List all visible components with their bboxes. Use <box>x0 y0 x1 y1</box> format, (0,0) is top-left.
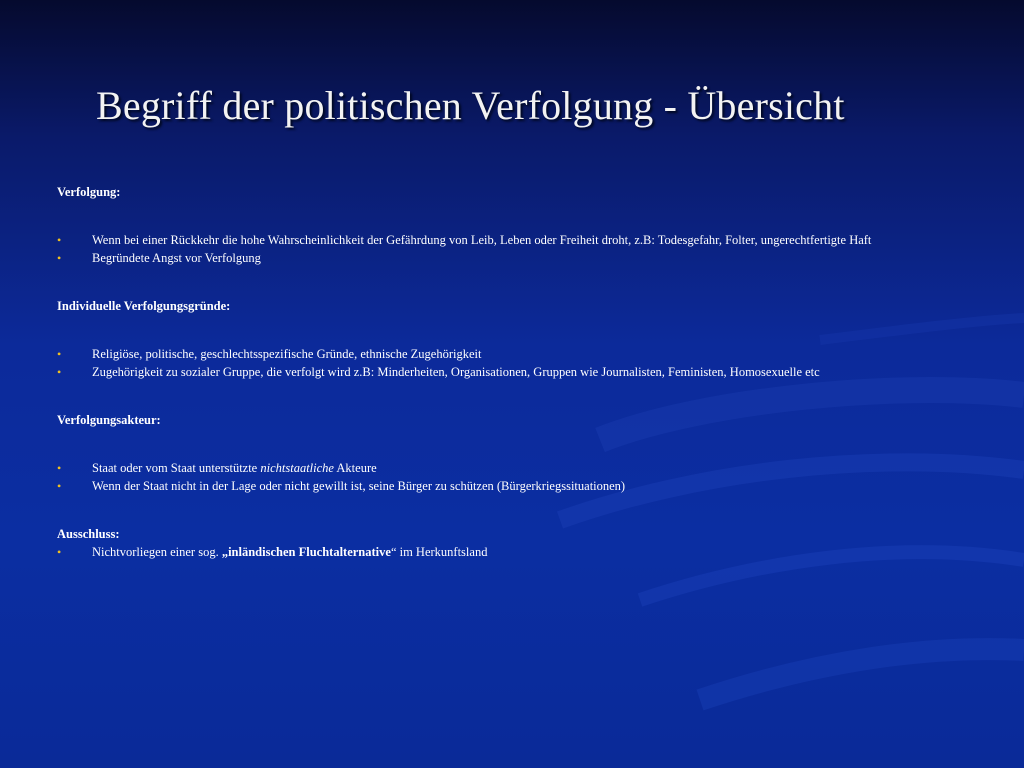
list-item <box>57 477 987 495</box>
bullet-icon: • <box>57 365 62 379</box>
list-item <box>57 249 987 267</box>
list-item-text-part: Akteure <box>333 461 377 475</box>
bullet-icon: • <box>57 461 62 475</box>
list-item-text: Begründete Angst vor Verfolgung <box>92 251 261 265</box>
list-item-text: Zugehörigkeit zu sozialer Gruppe, die verfolgt wird z.B: Minderheiten, Organisationen, Gruppen wie Journalisten, Feministen, Homosexuelle etc <box>92 365 820 379</box>
bullet-list <box>57 459 987 495</box>
bullet-icon: • <box>57 545 62 559</box>
list-item-text-part: Nichtvorliegen einer sog. <box>92 545 222 559</box>
bullet-list <box>57 543 987 561</box>
list-item <box>57 363 987 381</box>
bullet-icon: • <box>57 233 62 247</box>
section-heading: Verfolgung: <box>57 185 121 199</box>
list-item <box>57 231 987 249</box>
list-item-text: Religiöse, politische, geschlechtsspezifische Gründe, ethnische Zugehörigkeit <box>92 347 482 361</box>
section-individuelle-verfolgungsgruende <box>57 297 987 381</box>
emphasis-nichtstaatliche: nichtstaatliche <box>260 461 334 475</box>
slide-content <box>57 183 987 561</box>
bullet-icon: • <box>57 347 62 361</box>
bullet-icon: • <box>57 479 62 493</box>
bullet-list <box>57 345 987 381</box>
section-verfolgungsakteur <box>57 411 987 495</box>
section-verfolgung <box>57 183 987 267</box>
list-item-text-part: “ im Herkunftsland <box>390 545 488 559</box>
section-heading: Individuelle Verfolgungsgründe: <box>57 299 231 313</box>
slide-title: Begriff der politischen Verfolgung - Übersicht <box>96 83 845 128</box>
list-item-text-part: Staat oder vom Staat unterstützte <box>92 461 261 475</box>
list-item <box>57 345 987 363</box>
list-item-text <box>92 545 487 559</box>
list-item-text: Wenn bei einer Rückkehr die hohe Wahrscheinlichkeit der Gefährdung von Leib, Leben oder Freiheit droht, z.B: Todesgefahr, Folter, ungerechtfertigte Haft <box>92 233 872 247</box>
list-item-text <box>92 461 377 475</box>
section-heading: Ausschluss: <box>57 527 120 541</box>
list-item <box>57 543 987 561</box>
list-item-text: Wenn der Staat nicht in der Lage oder nicht gewillt ist, seine Bürger zu schützen (Bürgerkriegssituationen) <box>92 479 626 493</box>
section-heading: Verfolgungsakteur: <box>57 413 161 427</box>
bullet-list <box>57 231 987 267</box>
bullet-icon: • <box>57 251 62 265</box>
section-ausschluss <box>57 525 987 561</box>
list-item <box>57 459 987 477</box>
emphasis-fluchtalternative: „inländischen Fluchtalternative <box>221 545 391 559</box>
